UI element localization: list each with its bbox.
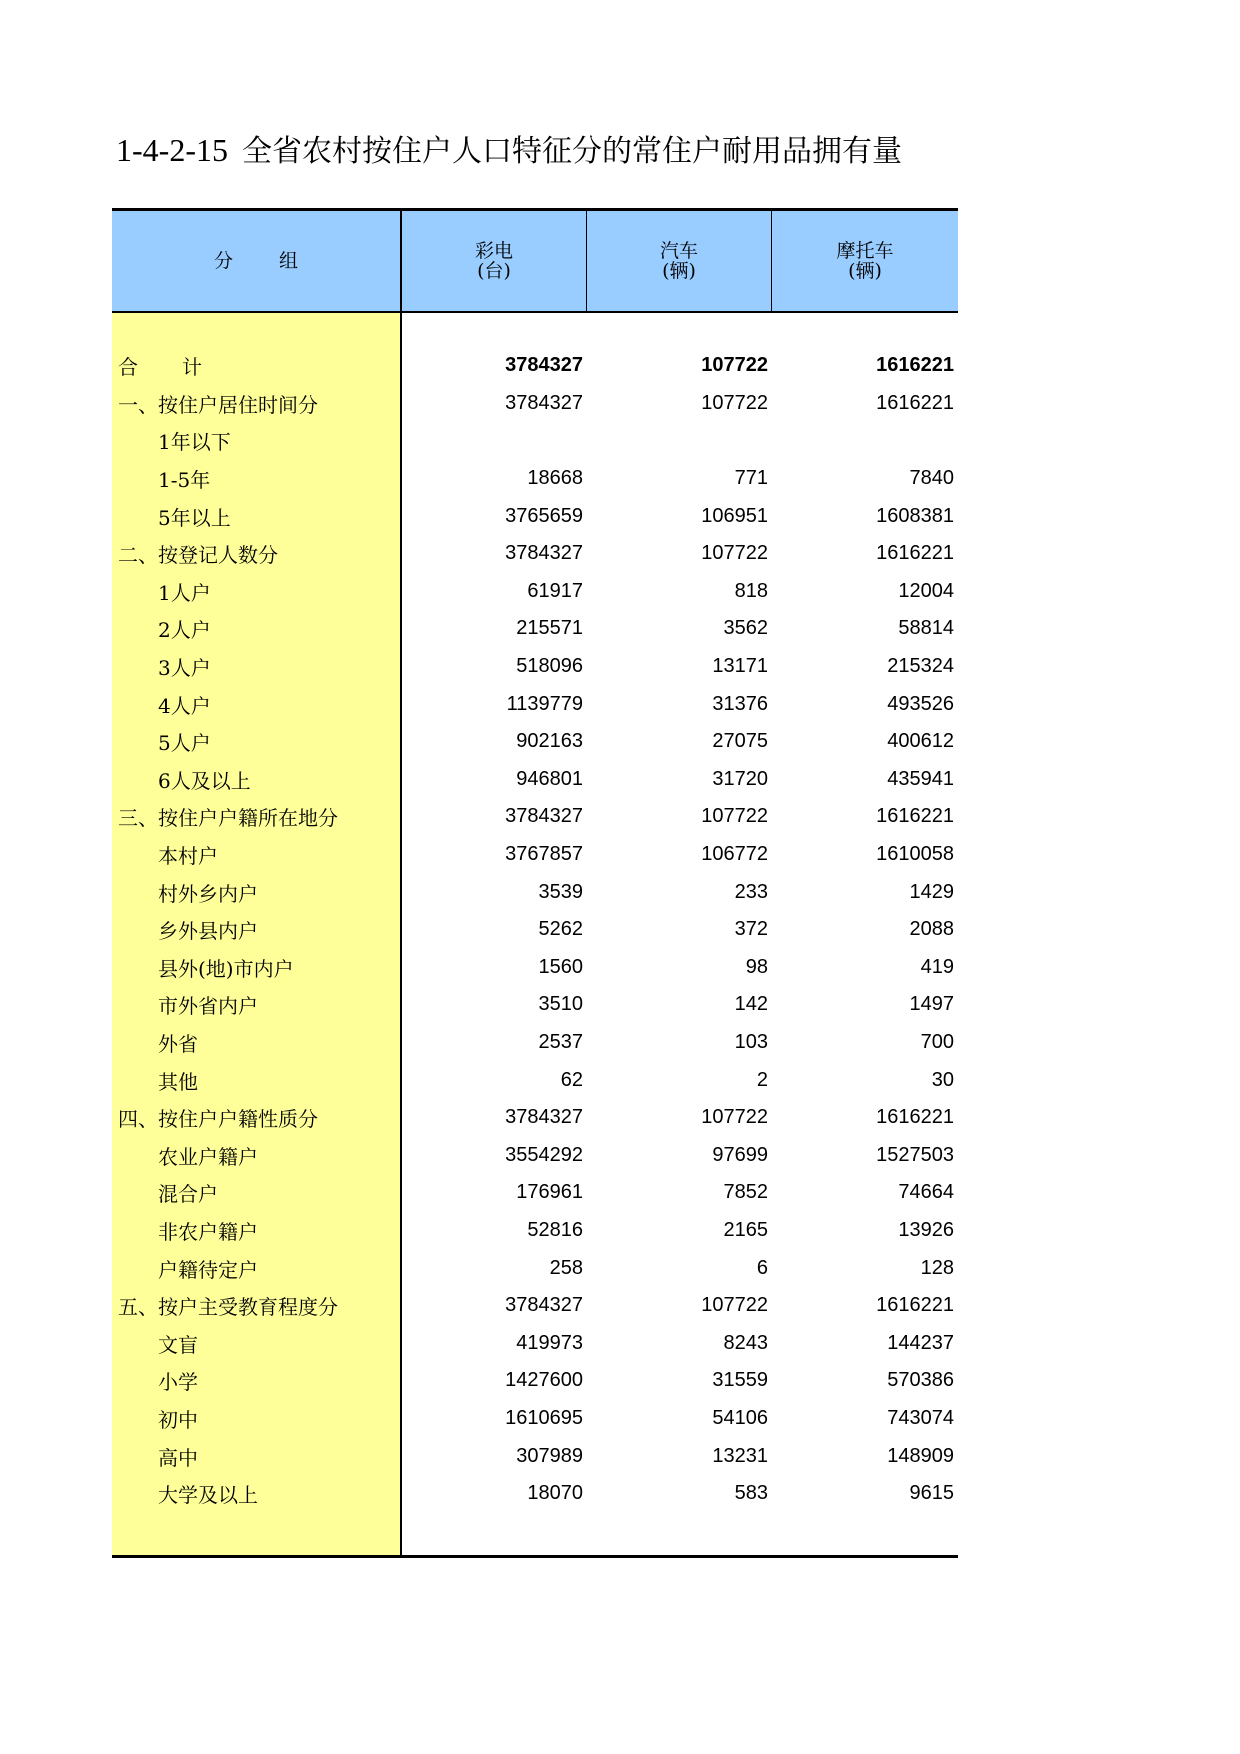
row-label: 高中 [158,1445,198,1470]
cell-motorcycle: 9615 [909,1482,954,1505]
table-row [112,949,958,987]
cell-tv: 52816 [527,1218,583,1241]
cell-tv: 5262 [538,918,583,941]
cell-car: 8243 [723,1331,768,1354]
cell-car: 13171 [712,655,768,678]
row-label: 1人户 [158,580,211,605]
table-row [112,1400,958,1438]
row-label: 县外(地)市内户 [158,956,294,981]
cell-car: 54106 [712,1406,768,1429]
table-number: 1-4-2-15 [116,132,228,168]
cell-car: 142 [734,993,768,1016]
header-col-motorcycle-name: 摩托车 [836,240,894,262]
cell-car: 6 [756,1256,768,1279]
table-row [112,610,958,648]
header-col-motorcycle-unit: (辆) [848,260,882,282]
header-col-tv-unit: (台) [477,260,511,282]
cell-car: 7852 [723,1181,768,1204]
cell-tv: 3767857 [505,843,583,866]
cell-motorcycle: 1616221 [876,805,954,828]
cell-car: 107722 [701,542,768,565]
table-row [112,648,958,686]
cell-motorcycle: 1616221 [876,354,954,377]
cell-car: 107722 [701,805,768,828]
row-label: 非农户籍户 [158,1219,258,1244]
table-row [112,1475,958,1513]
header-col-tv-name: 彩电 [474,240,513,262]
cell-car: 2165 [723,1218,768,1241]
cell-motorcycle: 7840 [909,467,954,490]
cell-car: 233 [734,880,768,903]
cell-car: 97699 [712,1143,768,1166]
page-title [116,122,958,178]
cell-motorcycle: 144237 [887,1331,954,1354]
table-header [112,211,958,313]
header-col-motorcycle [772,211,958,311]
cell-tv: 3510 [538,993,583,1016]
header-col-car [587,211,772,311]
table-row [112,1136,958,1174]
cell-tv: 62 [560,1068,583,1091]
table-title-text: 全省农村按住户人口特征分的常住户耐用品拥有量 [241,134,902,169]
row-label: 外省 [158,1031,198,1056]
row-label: 本村户 [158,844,218,869]
cell-tv: 3784327 [505,805,583,828]
cell-tv: 176961 [516,1181,583,1204]
cell-car: 2 [756,1068,768,1091]
cell-car: 107722 [701,1294,768,1317]
cell-car: 818 [734,579,768,602]
statistics-table [112,208,958,1560]
cell-motorcycle: 30 [931,1068,954,1091]
section-label: 五、按户主受教育程度分 [118,1295,338,1320]
cell-motorcycle: 1429 [909,880,954,903]
cell-motorcycle: 12004 [898,579,954,602]
cell-motorcycle: 435941 [887,767,954,790]
cell-motorcycle: 700 [920,1030,954,1053]
cell-car: 583 [734,1482,768,1505]
table-row [112,1099,958,1137]
header-group-label: 分 组 [213,250,299,272]
cell-car: 107722 [701,1106,768,1129]
cell-car: 31376 [712,692,768,715]
cell-tv: 3784327 [505,1106,583,1129]
cell-tv: 3554292 [505,1143,583,1166]
cell-tv: 307989 [516,1444,583,1467]
table-row [112,1249,958,1287]
cell-tv: 2537 [538,1030,583,1053]
bottom-border-rule [112,1555,958,1558]
row-label: 小学 [158,1370,198,1395]
table-row [112,761,958,799]
row-label: 混合户 [158,1182,218,1207]
cell-motorcycle: 148909 [887,1444,954,1467]
table-row [112,422,958,460]
cell-motorcycle: 1616221 [876,1294,954,1317]
row-label: 初中 [158,1407,198,1432]
row-label: 户籍待定户 [158,1257,258,1282]
cell-tv: 902163 [516,730,583,753]
cell-tv: 18070 [527,1482,583,1505]
cell-motorcycle: 493526 [887,692,954,715]
table-row [112,1324,958,1362]
table-row [112,573,958,611]
header-col-car-unit: (辆) [662,260,696,282]
cell-tv: 61917 [527,579,583,602]
row-label: 合 计 [118,355,202,380]
table-body [112,347,958,1512]
table-row [112,535,958,573]
cell-motorcycle: 13926 [898,1218,954,1241]
cell-car: 107722 [701,391,768,414]
cell-motorcycle: 1616221 [876,542,954,565]
cell-motorcycle: 1616221 [876,391,954,414]
row-label: 5人户 [158,731,211,756]
cell-car: 106951 [701,504,768,527]
cell-motorcycle: 570386 [887,1369,954,1392]
cell-tv: 3784327 [505,391,583,414]
cell-motorcycle: 419 [920,955,954,978]
table-row [112,1061,958,1099]
cell-tv: 1610695 [505,1406,583,1429]
cell-tv: 18668 [527,467,583,490]
row-label: 1年以下 [158,430,231,455]
cell-tv: 1560 [538,955,583,978]
cell-tv: 3784327 [505,354,583,377]
row-label: 村外乡内户 [158,881,258,906]
cell-motorcycle: 1616221 [876,1106,954,1129]
cell-motorcycle: 58814 [898,617,954,640]
cell-tv: 3539 [538,880,583,903]
table-row [112,385,958,423]
table-row [112,1287,958,1325]
cell-motorcycle: 215324 [887,655,954,678]
table-row [112,1024,958,1062]
cell-tv: 3784327 [505,542,583,565]
cell-car: 103 [734,1030,768,1053]
cell-motorcycle: 400612 [887,730,954,753]
section-label: 四、按住户户籍性质分 [118,1107,318,1132]
cell-tv: 215571 [516,617,583,640]
row-label: 大学及以上 [158,1483,258,1508]
row-label: 农业户籍户 [158,1144,258,1169]
row-label: 乡外县内户 [158,919,258,944]
table-row [112,986,958,1024]
cell-car: 372 [734,918,768,941]
table-row [112,798,958,836]
cell-motorcycle: 1608381 [876,504,954,527]
cell-tv: 3784327 [505,1294,583,1317]
total-row [112,347,958,385]
table-row [112,1362,958,1400]
cell-car: 31720 [712,767,768,790]
cell-car: 27075 [712,730,768,753]
cell-tv: 258 [549,1256,583,1279]
table-row [112,911,958,949]
row-label: 1-5年 [158,468,211,493]
header-group-cell [112,211,402,311]
cell-motorcycle: 743074 [887,1406,954,1429]
section-label: 三、按住户户籍所在地分 [118,806,338,831]
section-label: 一、按住户居住时间分 [118,392,318,417]
cell-car: 771 [734,467,768,490]
header-col-car-name: 汽车 [659,240,698,262]
table-row [112,873,958,911]
row-label: 文盲 [158,1332,198,1357]
table-row [112,836,958,874]
row-label: 3人户 [158,656,211,681]
cell-motorcycle: 74664 [898,1181,954,1204]
cell-tv: 946801 [516,767,583,790]
cell-tv: 419973 [516,1331,583,1354]
title-area [116,122,958,178]
table-row [112,1212,958,1250]
cell-car: 107722 [701,354,768,377]
cell-car: 31559 [712,1369,768,1392]
row-label: 市外省内户 [158,994,258,1019]
row-label: 5年以上 [158,505,231,530]
cell-car: 98 [745,955,768,978]
section-label: 二、按登记人数分 [118,543,278,568]
cell-motorcycle: 1527503 [876,1143,954,1166]
cell-tv: 1427600 [505,1369,583,1392]
table-row [112,723,958,761]
cell-tv: 518096 [516,655,583,678]
table-row [112,497,958,535]
row-label: 其他 [158,1069,198,1094]
cell-motorcycle: 1610058 [876,843,954,866]
row-label: 6人及以上 [158,768,251,793]
cell-motorcycle: 128 [920,1256,954,1279]
cell-tv: 1139779 [506,692,583,715]
row-label: 2人户 [158,618,211,643]
row-label: 4人户 [158,693,211,718]
cell-motorcycle: 2088 [909,918,954,941]
table-row [112,685,958,723]
table-row [112,460,958,498]
cell-tv: 3765659 [505,504,583,527]
table-row [112,1437,958,1475]
cell-motorcycle: 1497 [909,993,954,1016]
header-col-tv [402,211,587,311]
table-row [112,1174,958,1212]
cell-car: 3562 [723,617,768,640]
cell-car: 106772 [701,843,768,866]
cell-car: 13231 [712,1444,768,1467]
